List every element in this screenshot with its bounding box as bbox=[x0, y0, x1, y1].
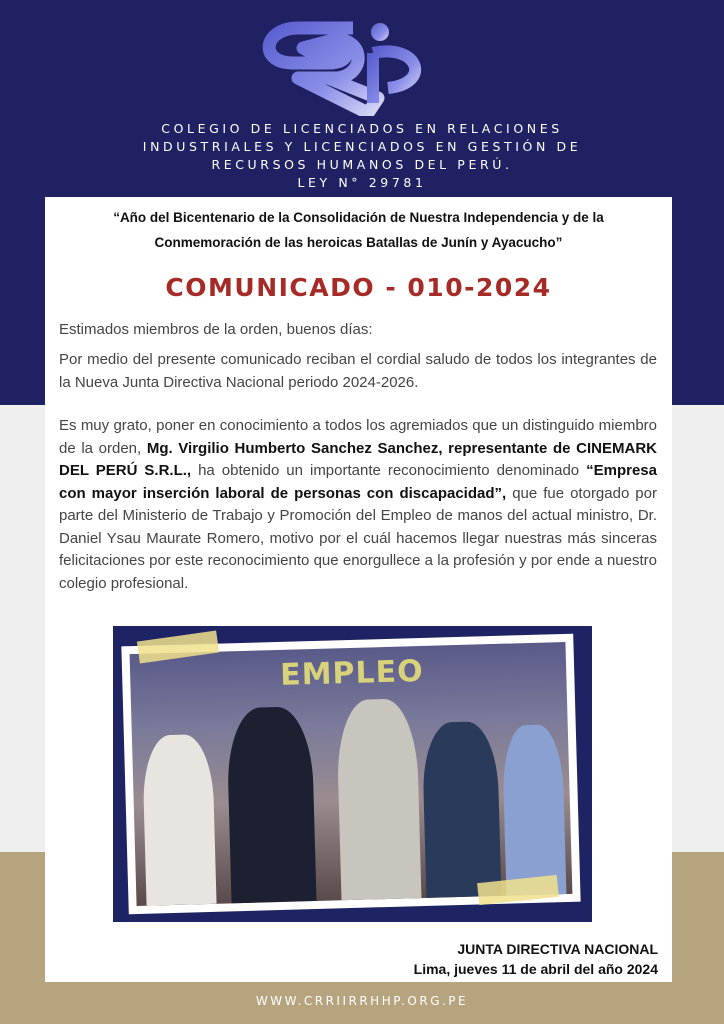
organization-name bbox=[0, 120, 724, 192]
date-line: Lima, jueves 11 de abril del año 2024 bbox=[413, 961, 658, 977]
text: Es muy grato, poner en conocimiento a todos los agremiados que un distinguido miembro de la orden, bbox=[59, 417, 657, 457]
communique-title: COMUNICADO - 010-2024 bbox=[165, 273, 552, 302]
crip-logo bbox=[258, 18, 433, 116]
year-motto bbox=[65, 205, 652, 255]
person bbox=[422, 721, 502, 898]
motto-line: “Año del Bicentenario de la Consolidación de Nuestra Independencia y de la bbox=[113, 210, 604, 225]
award-photo bbox=[121, 634, 580, 915]
org-line: INDUSTRIALES Y LICENCIADOS EN GESTIÓN DE bbox=[142, 139, 582, 154]
org-line: RECURSOS HUMANOS DEL PERÚ. bbox=[211, 157, 513, 172]
person bbox=[336, 698, 422, 900]
motto-line: Conmemoración de las heroicas Batallas de Junín y Ayacucho” bbox=[154, 235, 563, 250]
website-link[interactable]: WWW.CRRIIRRHHP.ORG.PE bbox=[255, 994, 469, 1008]
communique-card bbox=[45, 197, 672, 982]
photo-banner-text: EMPLEO bbox=[279, 653, 425, 693]
award-name: “Empresa con mayor inserción laboral de personas con discapacidad”, bbox=[59, 462, 657, 502]
award-photo-frame bbox=[113, 626, 592, 922]
signature-block bbox=[414, 939, 658, 979]
person bbox=[142, 734, 217, 906]
honoree-name: Mg. Virgilio Humberto Sanchez Sanchez, representante de CINEMARK DEL PERÚ S.R.L., bbox=[59, 439, 657, 479]
text: ha obtenido un importante reconocimiento denominado bbox=[191, 462, 587, 479]
person bbox=[226, 706, 316, 903]
org-line: COLEGIO DE LICENCIADOS EN RELACIONES bbox=[161, 121, 563, 136]
person bbox=[502, 724, 567, 896]
greeting: Estimados miembros de la orden, buenos días: bbox=[59, 321, 373, 338]
signatory: JUNTA DIRECTIVA NACIONAL bbox=[457, 941, 658, 957]
intro-paragraph: Por medio del presente comunicado reciban el cordial saludo de todos los integrantes de la Nueva Junta Directiva Nacional periodo 2024-2026. bbox=[59, 351, 657, 391]
text: que fue otorgado por parte del Ministerio de Trabajo y Promoción del Empleo de manos del actual ministro, Dr. Daniel Ysau Maurate Romero, motivo por el cuál hacemos llegar nuestras más sinceras felicitaciones por este reconocimiento que enorgullece a la profesión y por ende a nuestro colegio profesional. bbox=[59, 484, 657, 592]
org-law-number: LEY N° 29781 bbox=[297, 175, 427, 190]
main-paragraph bbox=[59, 415, 657, 595]
